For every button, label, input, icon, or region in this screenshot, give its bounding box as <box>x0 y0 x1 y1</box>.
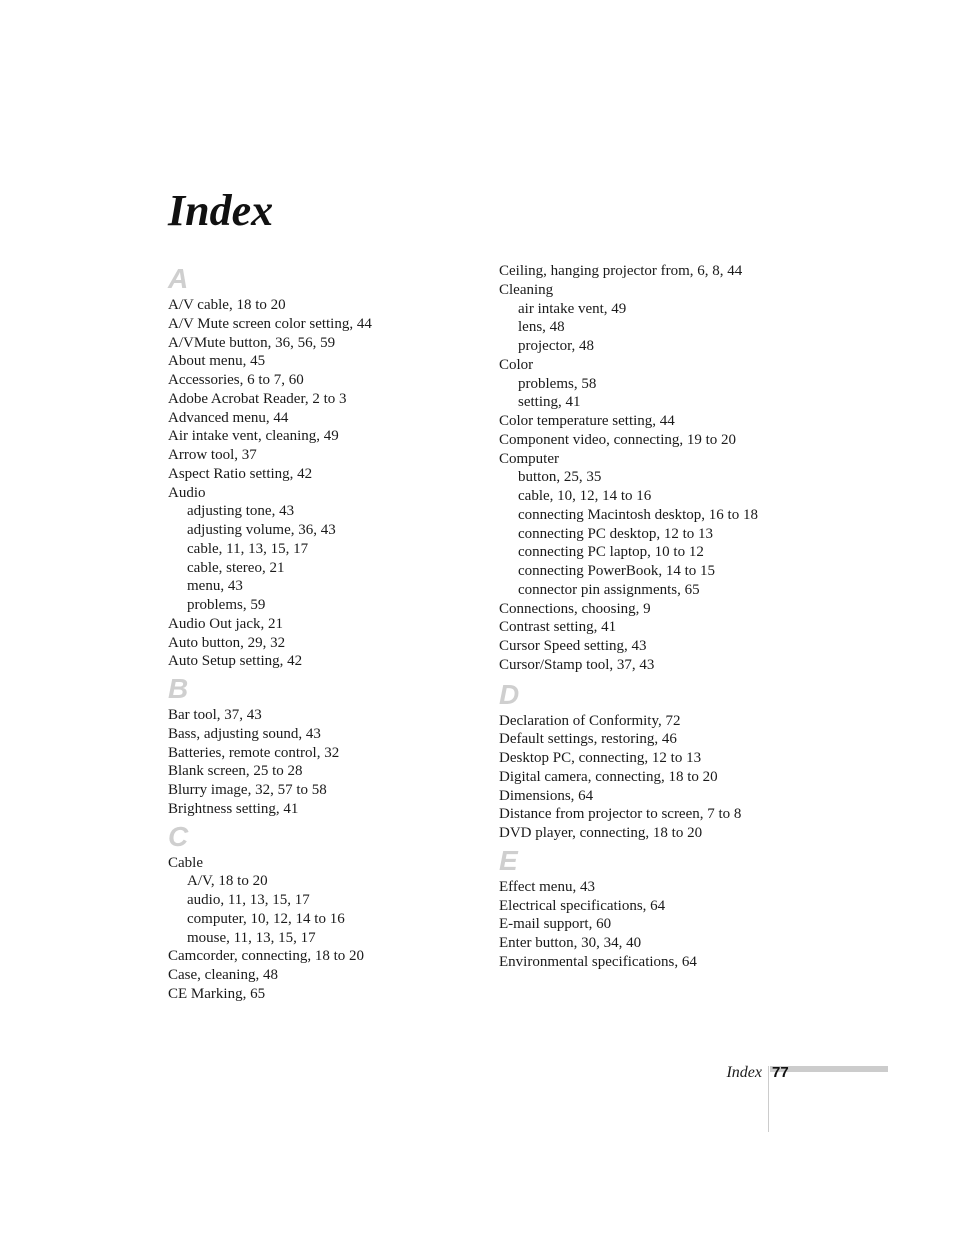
section-letter-d: D <box>499 678 520 710</box>
section-letter-b: B <box>168 673 189 704</box>
index-entry: Cleaning <box>499 281 554 298</box>
index-entry: Audio <box>168 484 206 501</box>
index-entry: Digital camera, connecting, 18 to 20 <box>499 768 718 785</box>
index-entry: Connections, choosing, 9 <box>499 600 651 617</box>
index-entry: A/VMute button, 36, 56, 59 <box>168 334 336 351</box>
index-section-c <box>168 820 488 1004</box>
index-entry: Environmental specifications, 64 <box>499 953 697 970</box>
index-section-c-continued <box>499 262 819 675</box>
index-section-b <box>168 672 488 819</box>
index-entry: Camcorder, connecting, 18 to 20 <box>168 948 365 965</box>
entry-list-a <box>168 296 488 671</box>
index-subentry: connecting Macintosh desktop, 16 to 18 <box>518 506 758 523</box>
index-subentry: connecting PowerBook, 14 to 15 <box>518 563 716 579</box>
index-entry: Audio Out jack, 21 <box>168 615 283 632</box>
index-subentry: audio, 11, 13, 15, 17 <box>187 892 310 908</box>
index-entry: Color temperature setting, 44 <box>499 413 675 429</box>
index-subentry: problems, 59 <box>187 597 266 613</box>
entry-list-d <box>499 712 819 843</box>
index-subentry: button, 25, 35 <box>518 469 602 486</box>
section-letter-c: C <box>168 820 189 852</box>
index-entry: Case, cleaning, 48 <box>168 967 278 983</box>
index-entry: Arrow tool, 37 <box>168 447 257 463</box>
index-section-a <box>168 262 488 671</box>
index-section-d <box>499 678 819 843</box>
index-entry: Dimensions, 64 <box>499 787 594 804</box>
index-entry: Advanced menu, 44 <box>168 409 289 426</box>
footer-section-label: Index <box>726 1064 762 1081</box>
entry-list-e <box>499 878 819 972</box>
index-entry: Electrical specifications, 64 <box>499 897 666 914</box>
entry-list-b <box>168 706 488 819</box>
index-entry: E-mail support, 60 <box>499 916 612 933</box>
entry-list-c <box>168 854 488 1004</box>
index-column-right <box>499 262 819 972</box>
index-entry: A/V cable, 18 to 20 <box>168 297 286 313</box>
index-entry: Computer <box>499 450 559 467</box>
index-entry: Bar tool, 37, 43 <box>168 707 262 723</box>
index-subentry: setting, 41 <box>518 394 581 411</box>
index-entry: About menu, 45 <box>168 353 266 370</box>
index-subentry: connector pin assignments, 65 <box>518 581 700 598</box>
index-subentry: computer, 10, 12, 14 to 16 <box>187 910 345 927</box>
section-letter-e: E <box>499 844 518 876</box>
index-entry: Blurry image, 32, 57 to 58 <box>168 782 327 798</box>
index-subentry: A/V, 18 to 20 <box>187 873 268 890</box>
index-entry: CE Marking, 65 <box>168 985 266 1002</box>
index-section-e <box>499 844 819 972</box>
index-entry: Aspect Ratio setting, 42 <box>168 465 313 482</box>
index-entry: Distance from projector to screen, 7 to 8 <box>499 806 742 823</box>
index-subentry: mouse, 11, 13, 15, 17 <box>187 929 316 946</box>
index-entry: Enter button, 30, 34, 40 <box>499 935 642 951</box>
index-entry: Cursor Speed setting, 43 <box>499 638 647 654</box>
index-entry: Auto button, 29, 32 <box>168 634 286 651</box>
index-subentry: cable, 11, 13, 15, 17 <box>187 540 309 557</box>
index-subentry: connecting PC laptop, 10 to 12 <box>518 544 704 561</box>
index-subentry: menu, 43 <box>187 578 243 595</box>
index-entry: Effect menu, 43 <box>499 878 595 895</box>
index-subentry: lens, 48 <box>518 319 565 336</box>
index-entry: Batteries, remote control, 32 <box>168 744 340 761</box>
index-column-left <box>168 262 488 1004</box>
index-subentry: cable, 10, 12, 14 to 16 <box>518 488 652 504</box>
index-entry: Accessories, 6 to 7, 60 <box>168 372 304 388</box>
index-entry: Brightness setting, 41 <box>168 800 299 817</box>
index-entry: Bass, adjusting sound, 43 <box>168 725 321 742</box>
index-entry: Component video, connecting, 19 to 20 <box>499 431 737 448</box>
index-entry: A/V Mute screen color setting, 44 <box>168 315 372 332</box>
footer-divider <box>768 1066 769 1132</box>
index-entry: Cable <box>168 854 203 871</box>
index-entry: Auto Setup setting, 42 <box>168 653 303 670</box>
section-letter-a: A <box>168 263 189 294</box>
index-entry: DVD player, connecting, 18 to 20 <box>499 825 703 841</box>
index-entry: Desktop PC, connecting, 12 to 13 <box>499 750 702 766</box>
index-subentry: adjusting volume, 36, 43 <box>187 522 336 538</box>
index-subentry: cable, stereo, 21 <box>187 559 285 576</box>
index-entry: Contrast setting, 41 <box>499 619 617 636</box>
index-entry: Blank screen, 25 to 28 <box>168 763 303 780</box>
index-entry: Ceiling, hanging projector from, 6, 8, 44 <box>499 263 743 279</box>
index-entry: Declaration of Conformity, 72 <box>499 712 681 729</box>
index-entry: Adobe Acrobat Reader, 2 to 3 <box>168 390 347 407</box>
page-number: 77 <box>772 1064 789 1081</box>
index-subentry: projector, 48 <box>518 338 595 354</box>
index-subentry: connecting PC desktop, 12 to 13 <box>518 525 713 542</box>
index-entry: Cursor/Stamp tool, 37, 43 <box>499 656 655 673</box>
index-subentry: air intake vent, 49 <box>518 300 627 317</box>
entry-list-c-continued <box>499 262 819 675</box>
index-entry: Default settings, restoring, 46 <box>499 731 677 748</box>
index-subentry: problems, 58 <box>518 375 597 392</box>
page-title: Index <box>168 186 274 235</box>
index-entry: Color <box>499 356 534 373</box>
index-subentry: adjusting tone, 43 <box>187 503 295 520</box>
index-entry: Air intake vent, cleaning, 49 <box>168 428 339 445</box>
